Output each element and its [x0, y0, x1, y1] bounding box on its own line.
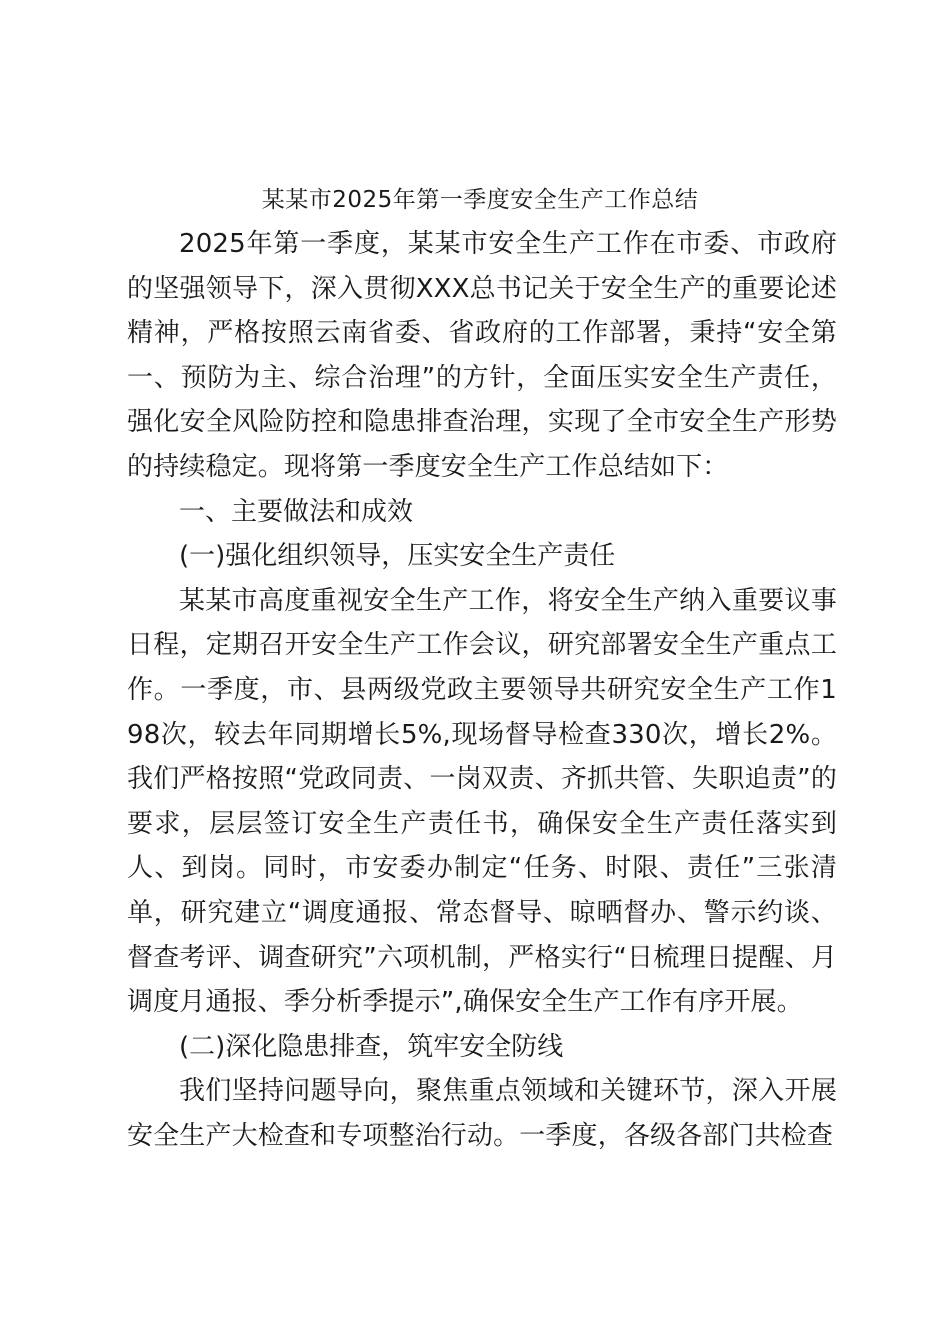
subsection-heading-hazard-inspection: (二)深化隐患排查，筑牢安全防线	[179, 1031, 564, 1062]
section-heading-main-practices: 一、主要做法和成效	[179, 496, 414, 527]
subsection-heading-leadership: (一)强化组织领导，压实安全生产责任	[179, 541, 616, 572]
intro-paragraph: 2025年第一季度，某某市安全生产工作在市委、市政府的坚强领导下，深入贯彻XXX总书记关于安全生产的重要论述精神，严格按照云南省委、省政府的工作部署，秉持“安全第一、预防为主、综合治理”的方针，全面压实安全生产责任，强化安全风险防控和隐患排查治理，实现了全市安全生产形势的持续稳定。现将第一季度安全生产工作总结如下：	[127, 229, 837, 482]
leadership-paragraph: 某某市高度重视安全生产工作，将安全生产纳入重要议事日程，定期召开安全生产工作会议，研究部署安全生产重点工作。一季度，市、县两级党政主要领导共研究安全生产工作198次，较去年同期增长5%,现场督导检查330次，增长2%。我们严格按照“党政同责、一岗双责、齐抓共管、失职追责”的要求，层层签订安全生产责任书，确保安全生产责任落实到人、到岗。同时，市安委办制定“任务、时限、责任”三张清单，研究建立“调度通报、常态督导、晾晒督办、警示约谈、督查考评、调查研究”六项机制，严格实行“日梳理日提醒、月调度月通报、季分析季提示”,确保安全生产工作有序开展。	[127, 585, 837, 1018]
hazard-inspection-paragraph: 我们坚持问题导向，聚焦重点领域和关键环节，深入开展安全生产大检查和专项整治行动。一季度，各级各部门共检查	[127, 1076, 837, 1151]
document-body	[127, 222, 837, 1158]
document-title: 某某市2025年第一季度安全生产工作总结	[261, 187, 699, 213]
